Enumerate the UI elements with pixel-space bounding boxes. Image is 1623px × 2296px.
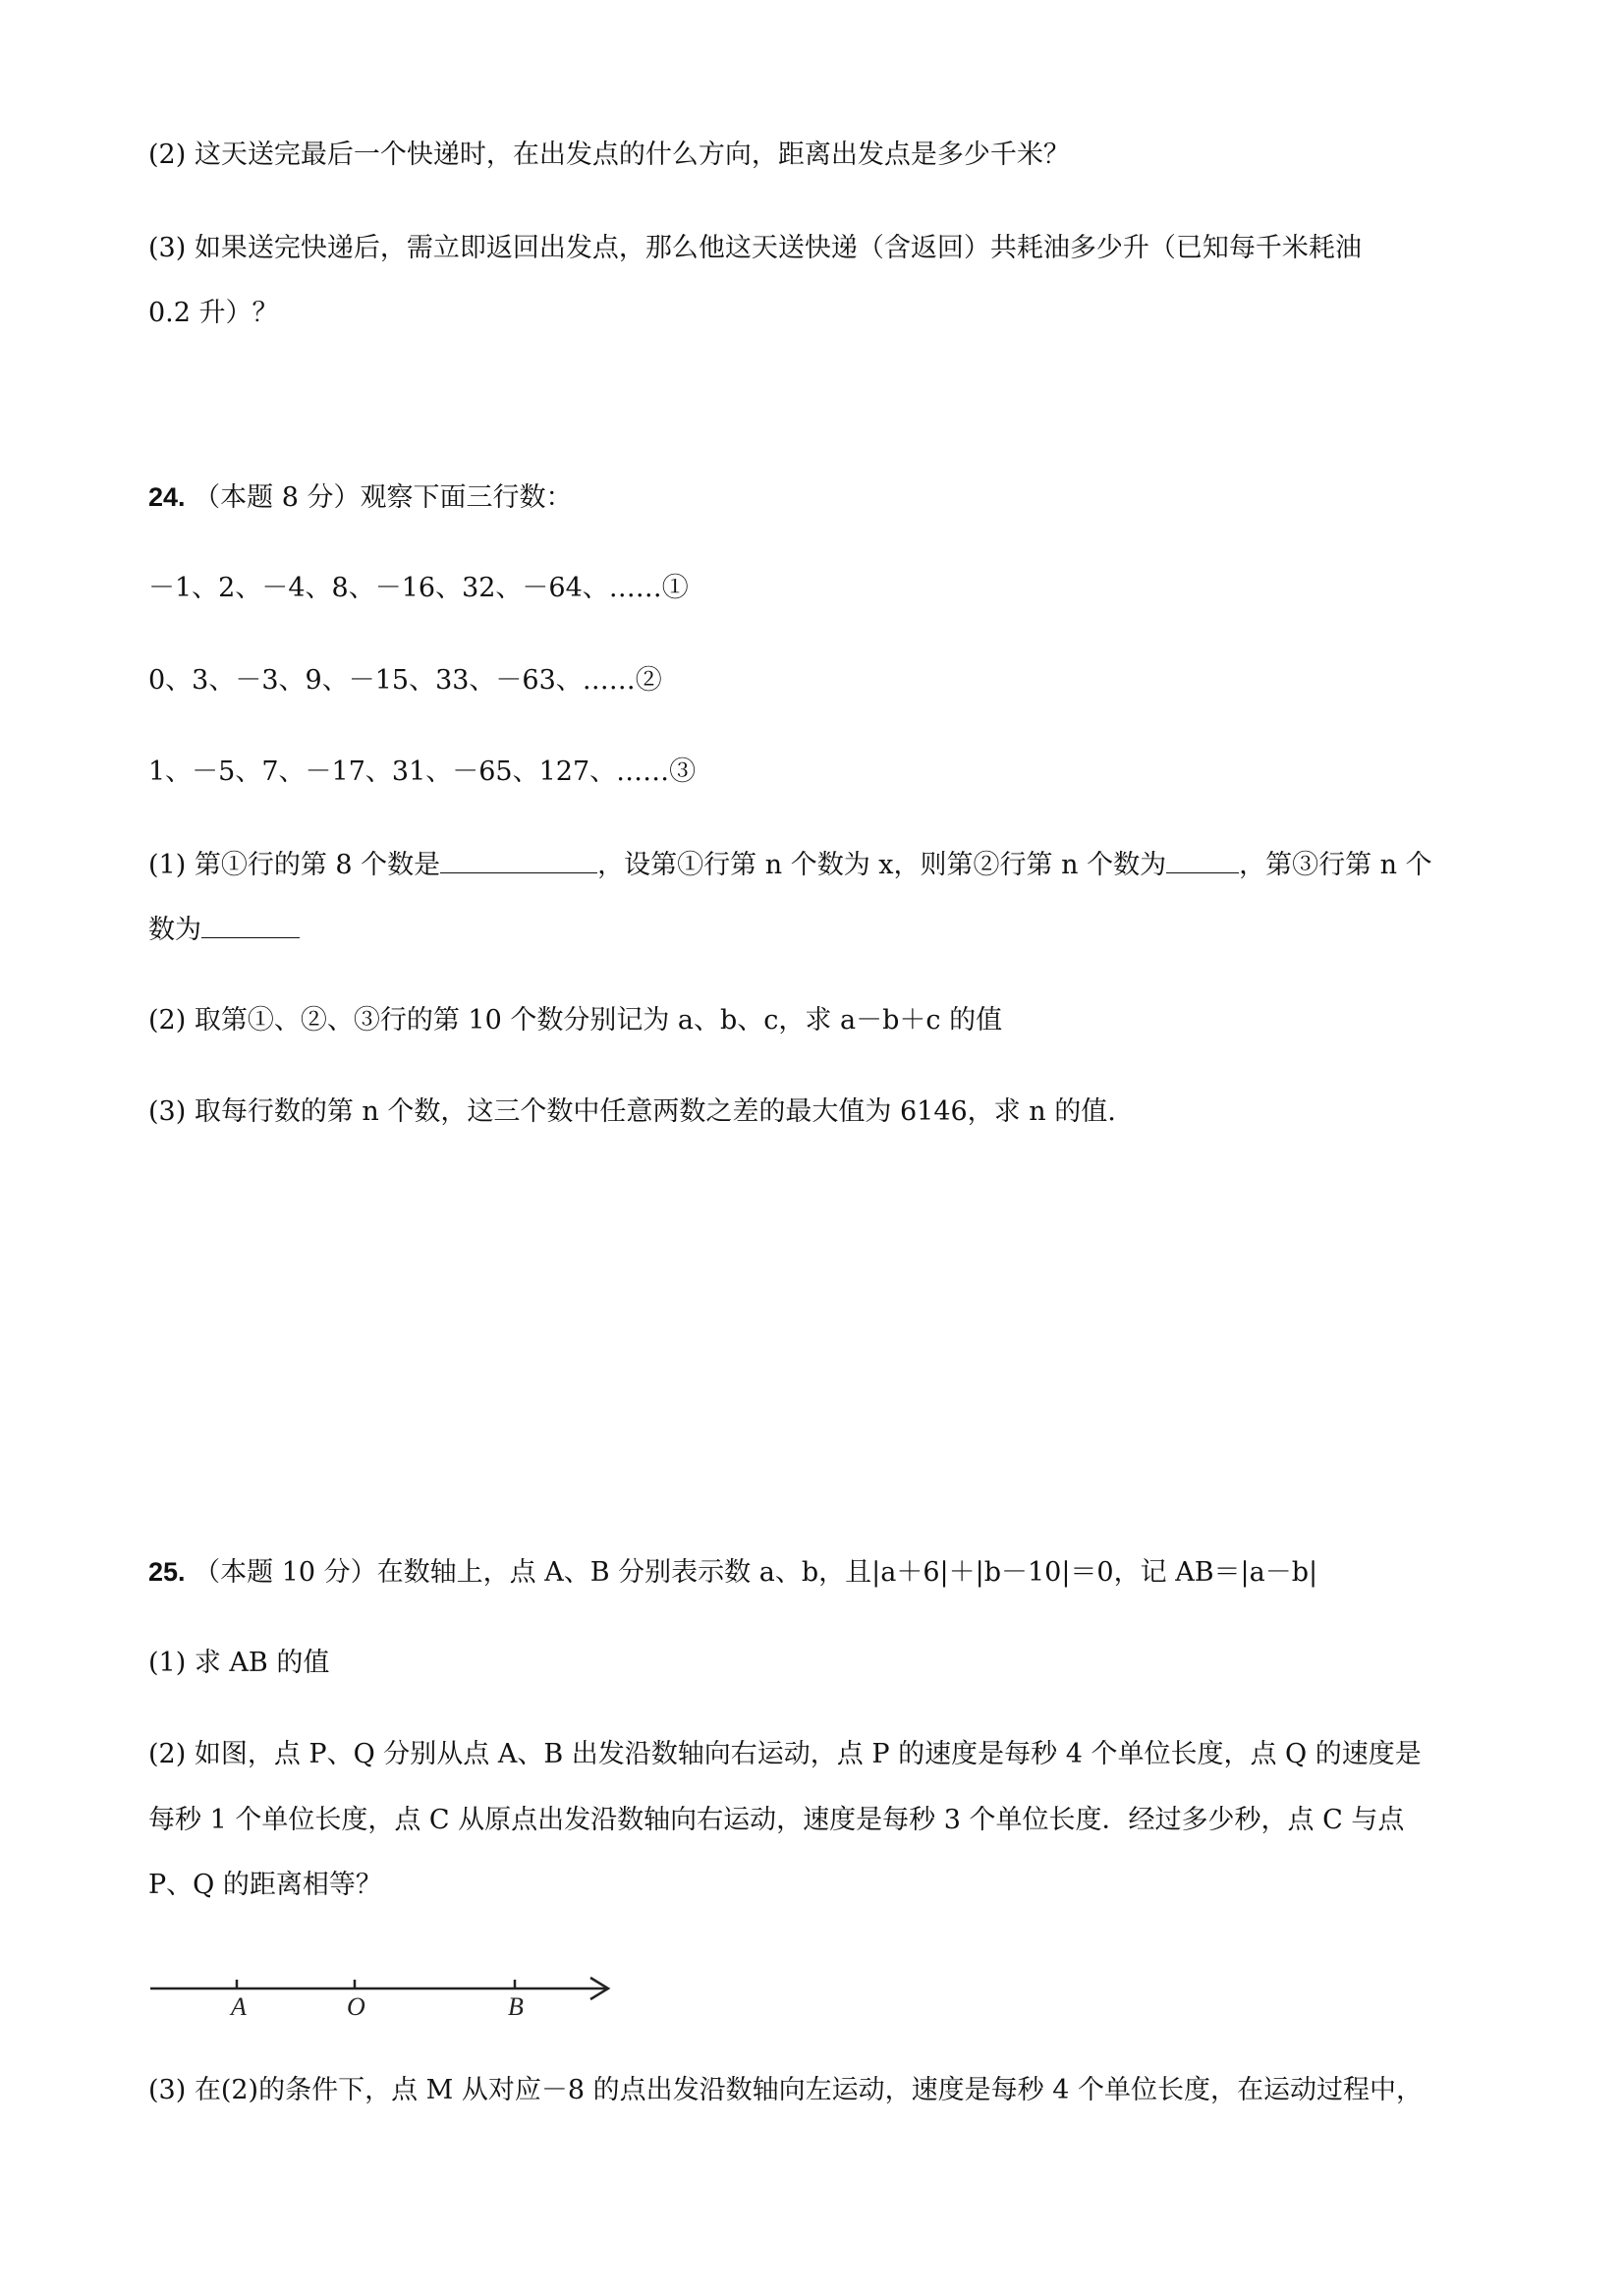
q25-part2-line2: 每秒 1 个单位长度，点 C 从原点出发沿数轴向右运动，速度是每秒 3 个单位长度．经过多少秒，点 C 与点 — [148, 1805, 1405, 1835]
q23-part3-line1: (3) 如果送完快递后，需立即返回出发点，那么他这天送快递（含返回）共耗油多少升（已知每千米耗油 — [148, 233, 1362, 263]
q25-part3: (3) 在(2)的条件下，点 M 从对应－8 的点出发沿数轴向左运动，速度是每秒 4 个单位长度，在运动过程中， — [148, 2075, 1423, 2105]
number-line-figure — [148, 1965, 620, 2024]
answer-blank-1 — [440, 847, 597, 873]
answer-blank-3 — [201, 912, 300, 938]
q25-part2-line3: P、Q 的距离相等？ — [148, 1870, 382, 1900]
q23-part3-line2: 0.2 升）？ — [148, 298, 279, 328]
q25-number: 25. — [148, 1557, 186, 1587]
label-b: B — [508, 1992, 524, 2021]
q24-part1-text-a: (1) 第①行的第 8 个数是 — [148, 850, 441, 880]
q24-part3: (3) 取每行数的第 n 个数，这三个数中任意两数之差的最大值为 6146，求 n 的值. — [148, 1096, 1116, 1127]
q24-part2: (2) 取第①、②、③行的第 10 个数分别记为 a、b、c，求 a－b＋c 的值 — [148, 1005, 1003, 1036]
q25-heading — [148, 1554, 1317, 1591]
q24-row1: －1、2、－4、8、－16、32、－64、……① — [148, 573, 689, 603]
q24-number: 24. — [148, 482, 186, 512]
q23-part2: (2) 这天送完最后一个快递时，在出发点的什么方向，距离出发点是多少千米？ — [148, 140, 1070, 170]
label-o: O — [347, 1992, 365, 2021]
q24-part1-text-c: ，第③行第 n 个 — [1239, 850, 1432, 880]
q25-intro: （本题 10 分）在数轴上，点 A、B 分别表示数 a、b，且|a＋6|＋|b－10|＝0，记 AB＝|a－b| — [194, 1557, 1318, 1588]
q24-row2: 0、3、－3、9、－15、33、－63、……② — [148, 665, 662, 696]
q24-row3: 1、－5、7、－17、31、－65、127、……③ — [148, 756, 697, 787]
q25-part1: (1) 求 AB 的值 — [148, 1648, 330, 1678]
q24-part1-text-b: ，设第①行第 n 个数为 x，则第②行第 n 个数为 — [597, 850, 1167, 880]
q25-part2-line1: (2) 如图，点 P、Q 分别从点 A、B 出发沿数轴向右运动，点 P 的速度是每秒 4 个单位长度，点 Q 的速度是 — [148, 1739, 1422, 1769]
q24-part1-text-d: 数为 — [148, 915, 201, 945]
q24-heading — [148, 479, 572, 516]
answer-blank-2 — [1166, 847, 1239, 873]
q24-part1-line2 — [148, 912, 300, 948]
q24-intro: （本题 8 分）观察下面三行数： — [194, 482, 573, 513]
q24-part1-line1 — [148, 847, 1432, 883]
label-a: A — [231, 1992, 247, 2021]
